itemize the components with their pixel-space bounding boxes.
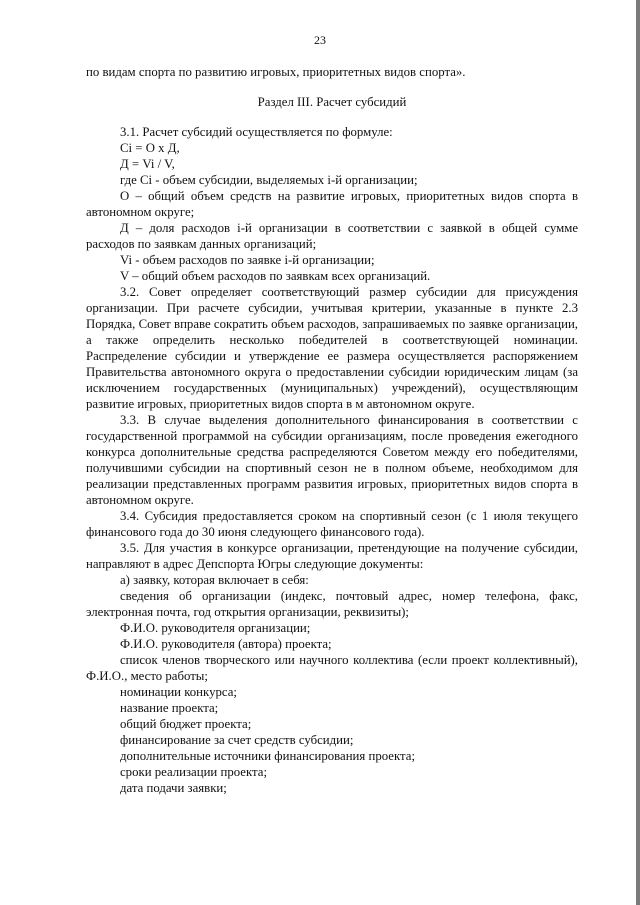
list-item-a: а) заявку, которая включает в себя: <box>120 573 309 587</box>
list-item: финансирование за счет средств субсидии; <box>120 733 354 747</box>
list-item: Ф.И.О. руководителя организации; <box>120 621 311 635</box>
continuation-text: по видам спорта по развитию игровых, приоритетных видов спорта». <box>86 65 466 79</box>
list-item: сведения об организации (индекс, почтовый адрес, номер телефона, факс, электронная почта, год открытия организации, реквизиты); <box>86 589 578 619</box>
paragraph-3-1: 3.1. Расчет субсидий осуществляется по формуле: <box>120 125 393 139</box>
list-item: список членов творческого или научного коллектива (если проект коллективный), Ф.И.О., место работы; <box>86 653 578 683</box>
list-item: название проекта; <box>120 701 219 715</box>
paragraph-3-2: 3.2. Совет определяет соответствующий размер субсидии для присуждения организации. При расчете субсидии, учитывая критерии, указанные в пункте 2.3 Порядка, Совет вправе сократить объем расходов, запрашиваемых по заявке организации, а также определить несколько победителей в соответствующей номинации. Распределение субсидии и утверждение ее размера осуществляется распоряжением Правительства автономного округа о предоставлении субсидии юридическим лицам (за исключением государственных (муниципальных) учреждений), осуществляющим развитие игровых, приоритетных видов спорта в м автономном округе. <box>86 285 578 411</box>
definition-vi: Vi - объем расходов по заявке i-й организации; <box>120 253 375 267</box>
paragraph-3-3: 3.3. В случае выделения дополнительного финансирования в соответствии с государственной программой на субсидии организациям, после проведения ежегодного конкурса дополнительные средства распределяются Советом между его победителями, получившими субсидии на спортивный сезон не в полном объеме, необходимом для реализации представленных программ развития игровых, приоритетных видов спорта в автономном округе. <box>86 413 578 507</box>
list-item: общий бюджет проекта; <box>120 717 252 731</box>
definition-d: Д – доля расходов i-й организации в соответствии с заявкой в общей сумме расходов по заявкам данных организаций; <box>86 221 578 251</box>
list-item: дополнительные источники финансирования проекта; <box>120 749 415 763</box>
paragraph-3-4: 3.4. Субсидия предоставляется сроком на спортивный сезон (с 1 июля текущего финансового года до 30 июня следующего финансового года). <box>86 509 578 539</box>
formula-ci: Ci = О х Д, <box>120 141 180 155</box>
list-item: номинации конкурса; <box>120 685 237 699</box>
definition-o: О – общий объем средств на развитие игровых, приоритетных видов спорта в автономном округе; <box>86 189 578 219</box>
formula-d: Д = Vi / V, <box>120 157 175 171</box>
page-edge <box>636 0 640 905</box>
list-item: сроки реализации проекта; <box>120 765 267 779</box>
list-item: Ф.И.О. руководителя (автора) проекта; <box>120 637 332 651</box>
list-item: дата подачи заявки; <box>120 781 227 795</box>
definition-ci: где Ci - объем субсидии, выделяемых i-й организации; <box>120 173 418 187</box>
document-body <box>86 64 578 796</box>
paragraph-3-5: 3.5. Для участия в конкурсе организации, претендующие на получение субсидии, направляют в адрес Депспорта Югры следующие документы: <box>86 541 578 571</box>
definition-v: V – общий объем расходов по заявкам всех организаций. <box>120 269 431 283</box>
page-number: 23 <box>314 33 326 47</box>
section-title: Раздел III. Расчет субсидий <box>257 95 407 109</box>
